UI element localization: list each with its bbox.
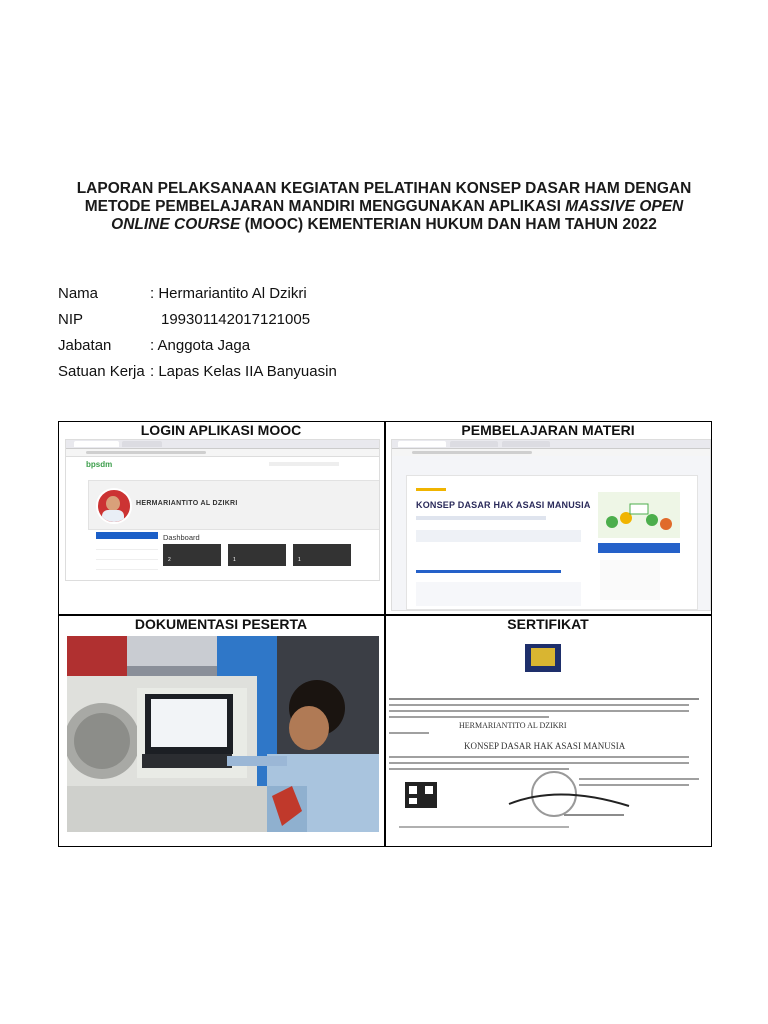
- top-nav-links: [269, 462, 339, 466]
- title-line-1: LAPORAN PELAKSANAAN KEGIATAN PELATIHAN KONSEP DASAR HAM DENGAN: [76, 180, 692, 197]
- bpsdm-logo: bpsdm: [86, 460, 113, 469]
- browser-tab: [122, 441, 162, 447]
- browser-urlbar: [66, 449, 379, 457]
- dashboard-card: [293, 544, 351, 566]
- course-meta: [416, 516, 546, 520]
- rating-stars: [416, 488, 446, 491]
- nip-label: NIP: [58, 311, 84, 328]
- materi-screenshot: [391, 439, 711, 611]
- progress-bar: [416, 570, 561, 573]
- title-line-3: ONLINE COURSE (MOOC) KEMENTERIAN HUKUM DAN HAM TAHUN 2022: [111, 216, 657, 233]
- course-info-row: [416, 530, 581, 542]
- start-course-button[interactable]: [598, 543, 680, 553]
- browser-tab: [74, 441, 119, 447]
- avatar: [96, 488, 132, 524]
- login-header: LOGIN APLIKASI MOOC: [140, 422, 302, 438]
- certificate-recipient-name: HERMARIANTITO AL DZIKRI: [459, 721, 567, 730]
- profile-name: HERMARIANTITO AL DZIKRI: [136, 500, 238, 507]
- jabatan-label: Jabatan: [58, 337, 112, 354]
- dashboard-card: [163, 544, 221, 566]
- certificate-image: [389, 634, 709, 834]
- sidebar-item[interactable]: [96, 572, 158, 579]
- sidebar-item[interactable]: [96, 552, 158, 560]
- material-includes: [600, 560, 660, 600]
- certificate-illustration: [389, 634, 709, 834]
- nama-label: Nama: [58, 285, 99, 302]
- jabatan-value: : Anggota Jaga: [150, 337, 251, 354]
- people-illustration-icon: [598, 492, 680, 538]
- course-title: KONSEP DASAR HAK ASASI MANUSIA: [416, 500, 591, 510]
- dashboard-card: [228, 544, 286, 566]
- card-count: 2: [168, 557, 171, 563]
- evidence-table: [58, 421, 712, 847]
- dokumentasi-header: DOKUMENTASI PESERTA: [134, 616, 308, 632]
- participant-photo-illustration: [67, 636, 379, 832]
- nip-value: 199301142017121005: [161, 311, 311, 328]
- sidebar-item-dashboard[interactable]: [96, 532, 158, 539]
- satker-value: : Lapas Kelas IIA Banyuasin: [150, 363, 337, 380]
- sidebar-item[interactable]: [96, 562, 158, 570]
- satker-label: Satuan Kerja: [58, 363, 145, 380]
- dashboard-title: Dashboard: [163, 533, 200, 542]
- sertifikat-header: SERTIFIKAT: [507, 616, 589, 632]
- browser-tabbar: [66, 440, 379, 449]
- login-screenshot: [65, 439, 380, 581]
- browser-tab: [502, 441, 550, 447]
- document-title: [40, 180, 728, 234]
- participant-photo: [67, 636, 379, 832]
- browser-tab: [450, 441, 498, 447]
- card-count: 1: [298, 557, 301, 563]
- course-description: [416, 582, 581, 606]
- card-count: 1: [233, 557, 236, 563]
- browser-tab: [398, 441, 446, 447]
- browser-tabbar: [392, 440, 710, 449]
- sidebar-item[interactable]: [96, 542, 158, 550]
- certificate-course-title: KONSEP DASAR HAK ASASI MANUSIA: [464, 741, 626, 751]
- materi-header: PEMBELAJARAN MATERI: [461, 422, 635, 438]
- nama-value: : Hermariantito Al Dzikri: [150, 285, 307, 302]
- table-divider-vertical: [384, 422, 386, 846]
- title-line-2: METODE PEMBELAJARAN MANDIRI MENGGUNAKAN APLIKASI MASSIVE OPEN: [84, 198, 684, 215]
- course-thumbnail: [598, 492, 680, 538]
